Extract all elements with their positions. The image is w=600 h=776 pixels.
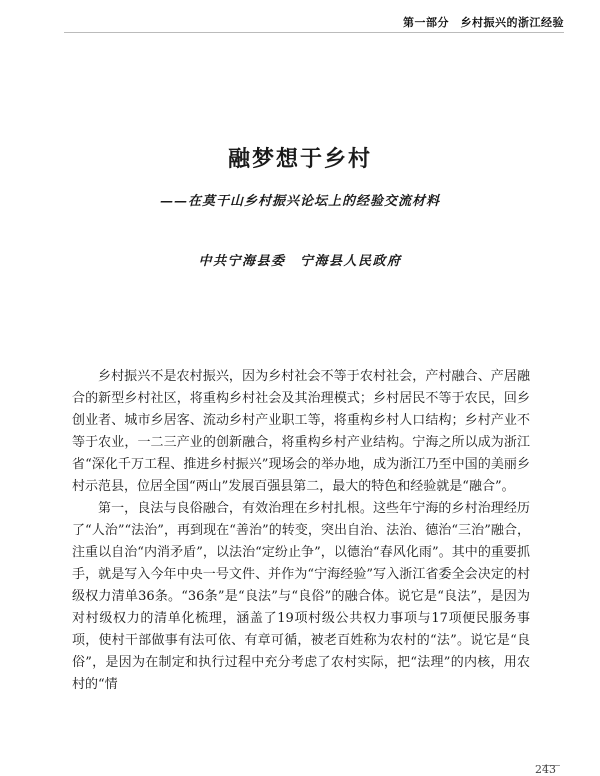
running-header: 第一部分 乡村振兴的浙江经验 [403,16,564,29]
article-subtitle: ——在莫干山乡村振兴论坛上的经验交流材料 [159,194,440,209]
header-rule [64,32,564,33]
body-paragraph-1: 乡村振兴不是农村振兴，因为乡村社会不等于农村社会，产村融合、产居融合的新型乡村社区，将重构乡村社会及其治理模式；乡村居民不等于农民，回乡创业者、城市乡居客、流动乡村产业职工等，将重构乡村人口结构；乡村产业不等于农业，一二三产业的创新融合，将重构乡村产业结构。宁海之所以成为浙江省“深化千万工程、推进乡村振兴”现场会的举办地，成为浙江乃至中国的美丽乡村示范县，位居全国“两山”发展百强县第二，最大的特色和经验就是“融合”。 [72,369,530,494]
article-title: 融梦想于乡村 [227,147,372,172]
page-number: 243 [535,763,556,776]
article-body [72,366,530,696]
article-authors: 中共宁海县委 宁海县人民政府 [198,254,402,269]
body-paragraph-2: 第一，良法与良俗融合，有效治理在乡村扎根。这些年宁海的乡村治理经历了“人治”“法治”，再到现在“善治”的转变，突出自治、法治、德治“三治”融合，注重以自治“内消矛盾”，以法治“定纷止争”，以德治“春风化雨”。其中的重要抓手，就是写入今年中央一号文件、并作为“宁海经验”写入浙江省委全会决定的村级权力清单36条。“36条”是“良法”与“良俗”的融合体。说它是“良法”，是因为对村级权力的清单化梳理，涵盖了19项村级公共权力事项与17项便民服务事项，使村干部做事有法可依、有章可循，被老百姓称为农村的“法”。说它是“良俗”，是因为在制定和执行过程中充分考虑了农村实际，把“法理”的内核，用农村的“情 [72,501,530,692]
